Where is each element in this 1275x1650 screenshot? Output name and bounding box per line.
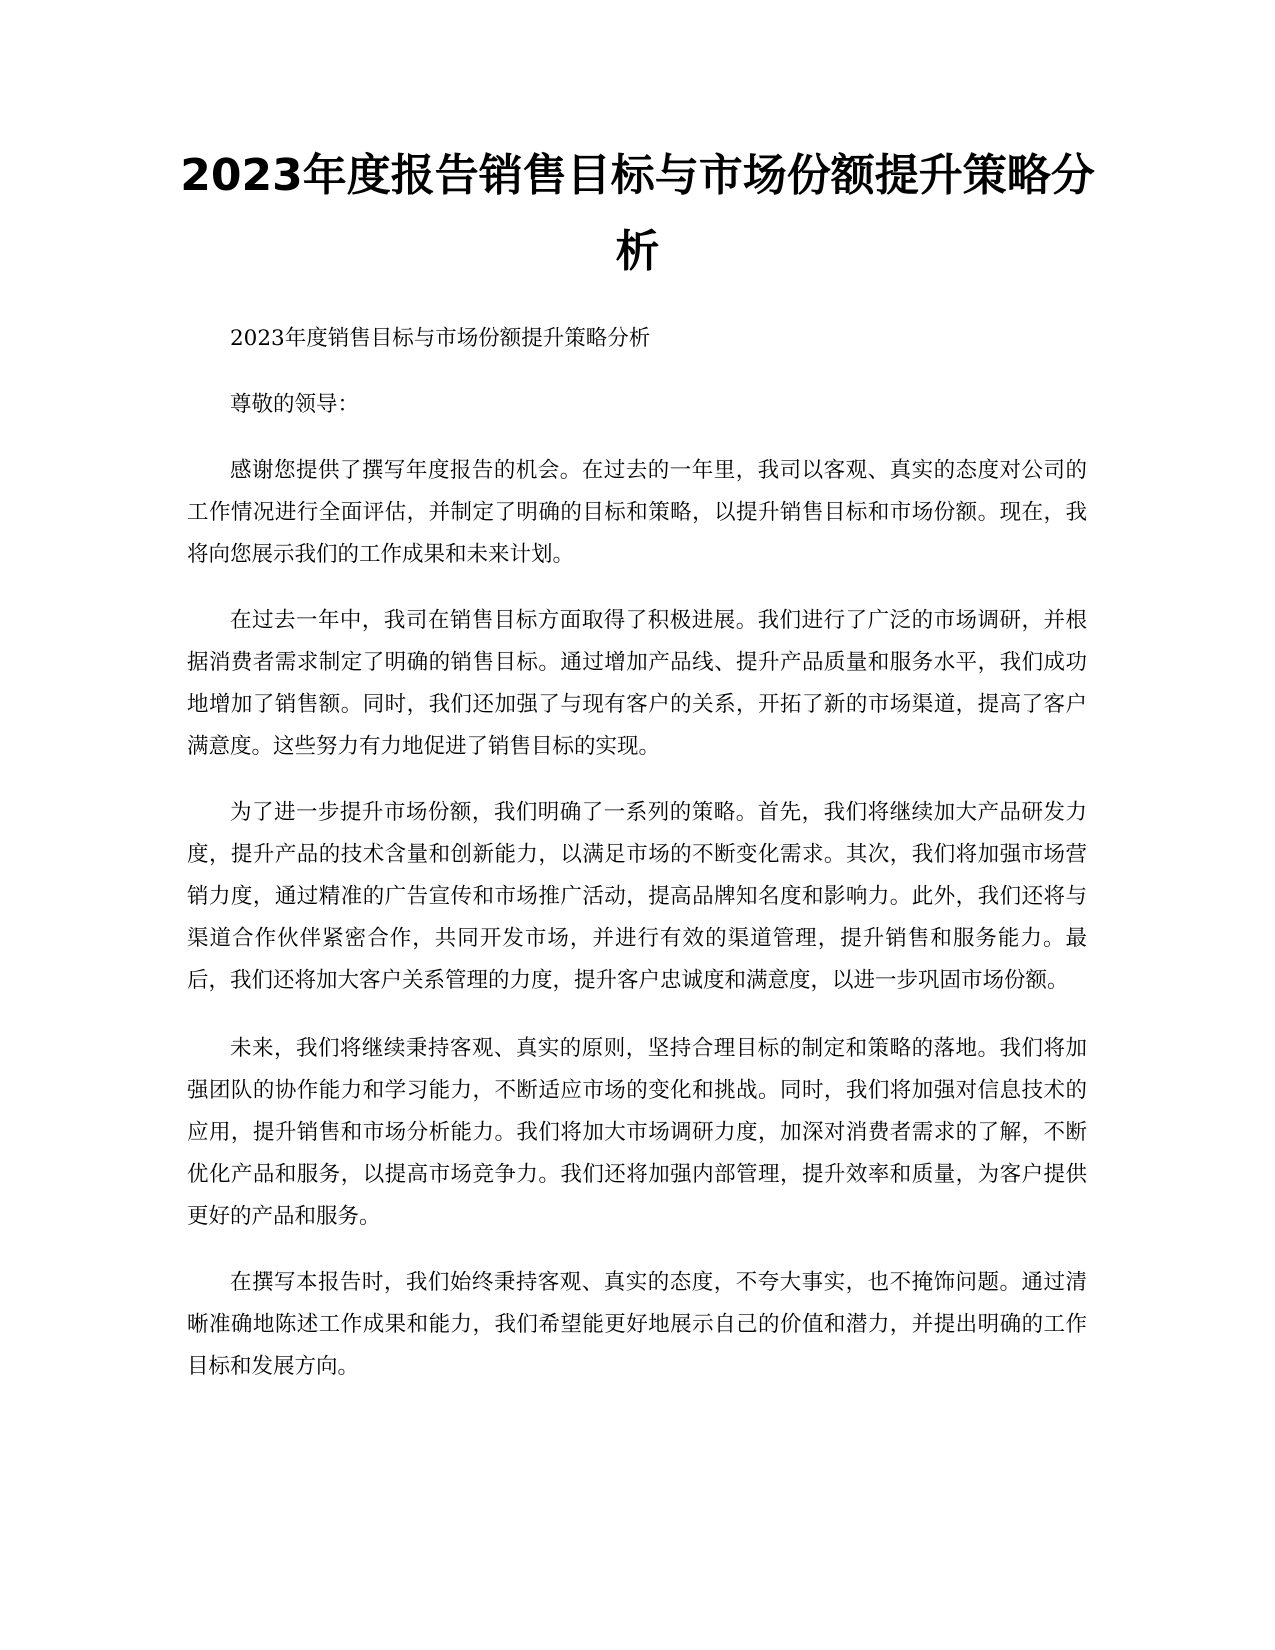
paragraph-4: 未来，我们将继续秉持客观、真实的原则，坚持合理目标的制定和策略的落地。我们将加强团队的协作能力和学习能力，不断适应市场的变化和挑战。同时，我们将加强对信息技术的应用，提升销售和市场分析能力。我们将加大市场调研力度，加深对消费者需求的了解，不断优化产品和服务，以提高市场竞争力。我们还将加强内部管理，提升效率和质量，为客户提供更好的产品和服务。 — [187, 1036, 1087, 1229]
paragraph-5: 在撰写本报告时，我们始终秉持客观、真实的态度，不夸大事实，也不掩饰问题。通过清晰准确地陈述工作成果和能力，我们希望能更好地展示自己的价值和潜力，并提出明确的工作目标和发展方向。 — [187, 1270, 1087, 1379]
paragraph-2: 在过去一年中，我司在销售目标方面取得了积极进展。我们进行了广泛的市场调研，并根据消费者需求制定了明确的销售目标。通过增加产品线、提升产品质量和服务水平，我们成功地增加了销售额。同时，我们还加强了与现有客户的关系，开拓了新的市场渠道，提高了客户满意度。这些努力有力地促进了销售目标的实现。 — [187, 608, 1087, 759]
document-body — [187, 318, 1087, 1412]
document-subtitle: 2023年度销售目标与市场份额提升策略分析 — [230, 326, 651, 351]
paragraph-3: 为了进一步提升市场份额，我们明确了一系列的策略。首先，我们将继续加大产品研发力度，提升产品的技术含量和创新能力，以满足市场的不断变化需求。其次，我们将加强市场营销力度，通过精准的广告宣传和市场推广活动，提高品牌知名度和影响力。此外，我们还将与渠道合作伙伴紧密合作，共同开发市场，并进行有效的渠道管理，提升销售和服务能力。最后，我们还将加大客户关系管理的力度，提升客户忠诚度和满意度，以进一步巩固市场份额。 — [187, 800, 1087, 993]
document-title: 2023年度报告销售目标与市场份额提升策略分析 — [180, 150, 1095, 277]
paragraph-1: 感谢您提供了撰写年度报告的机会。在过去的一年里，我司以客观、真实的态度对公司的工作情况进行全面评估，并制定了明确的目标和策略，以提升销售目标和市场份额。现在，我将向您展示我们的工作成果和未来计划。 — [187, 458, 1087, 567]
salutation: 尊敬的领导： — [230, 392, 360, 417]
